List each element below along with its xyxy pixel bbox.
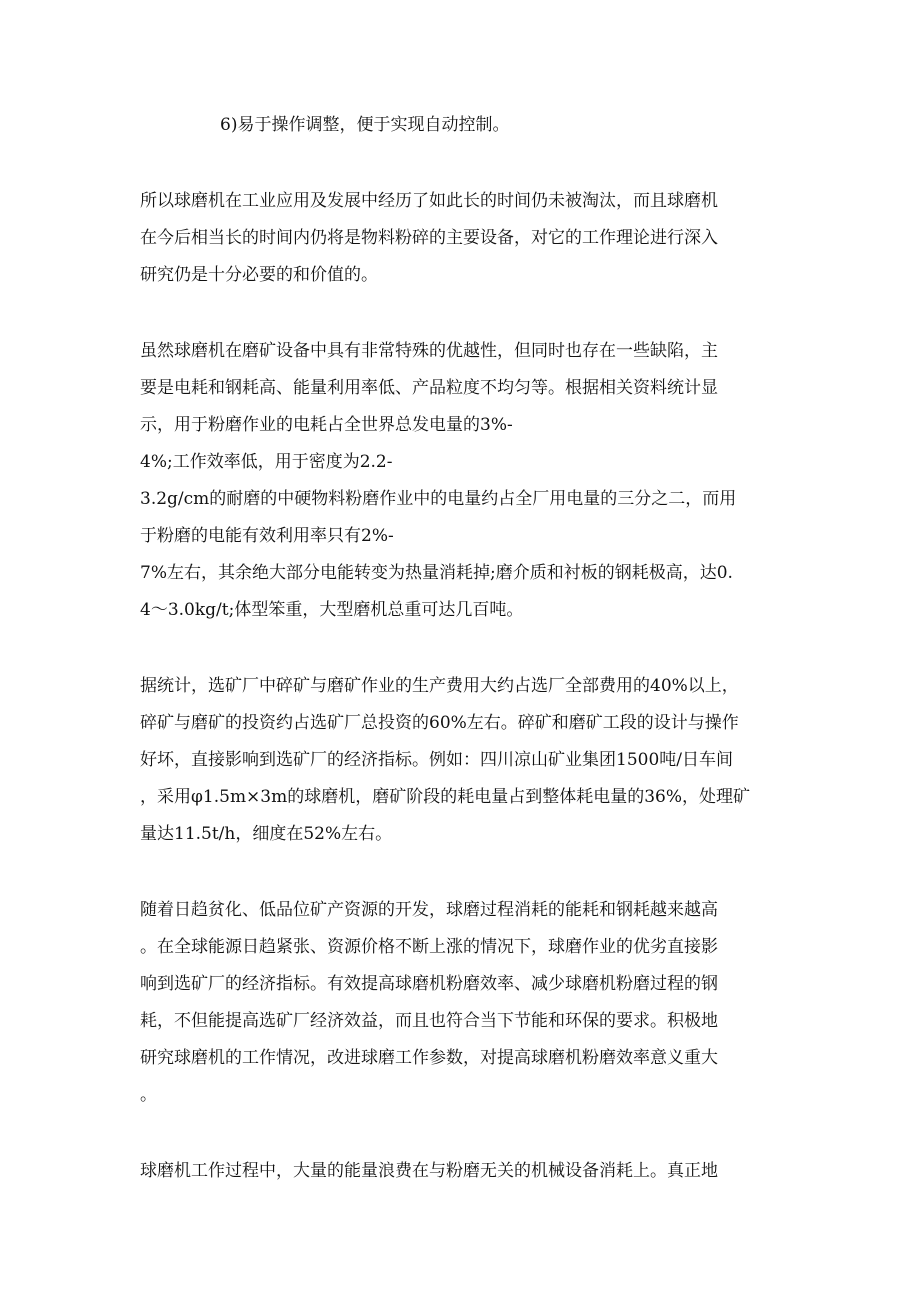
text-line: 7%左右，其余绝大部分电能转变为热量消耗掉;磨介质和衬板的钢耗极高，达0.: [140, 563, 733, 583]
text-line: 要是电耗和钢耗高、能量利用率低、产品粒度不均匀等。根据相关资料统计显: [140, 378, 718, 398]
text-line: 好坏，直接影响到选矿厂的经济指标。例如：四川凉山矿业集团1500吨/日车间: [140, 750, 733, 770]
text-line: 4～3.0kg/t;体型笨重，大型磨机总重可达几百吨。: [140, 600, 524, 620]
text-line: 4%;工作效率低，用于密度为2.2-: [140, 452, 393, 472]
text-line: 。: [140, 1085, 157, 1105]
text-line: 3.2g/cm的耐磨的中硬物料粉磨作业中的电量约占全厂用电量的三分之二，而用: [140, 489, 737, 509]
text-line: 据统计，选矿厂中碎矿与磨矿作业的生产费用大约占选厂全部费用的40%以上，: [140, 676, 739, 696]
text-line: 示，用于粉磨作业的电耗占全世界总发电量的3%-: [140, 415, 513, 435]
list-item-6: 6)易于操作调整，便于实现自动控制。: [220, 115, 510, 135]
text-line: ，采用φ1.5m×3m的球磨机，磨矿阶段的耗电量占到整体耗电量的36%，处理矿: [140, 787, 751, 807]
text-line: 于粉磨的电能有效利用率只有2%-: [140, 526, 394, 546]
text-line: 碎矿与磨矿的投资约占选矿厂总投资的60%左右。碎矿和磨矿工段的设计与操作: [140, 713, 739, 733]
text-line: 量达11.5t/h，细度在52%左右。: [140, 824, 393, 844]
text-line: 球磨机工作过程中，大量的能量浪费在与粉磨无关的机械设备消耗上。真正地: [140, 1161, 718, 1181]
text-line: 虽然球磨机在磨矿设备中具有非常特殊的优越性，但同时也存在一些缺陷，主: [140, 341, 718, 361]
text-line: 随着日趋贫化、低品位矿产资源的开发，球磨过程消耗的能耗和钢耗越来越高: [140, 900, 718, 920]
text-line: 耗，不但能提高选矿厂经济效益，而且也符合当下节能和环保的要求。积极地: [140, 1011, 718, 1031]
text-line: 。在全球能源日趋紧张、资源价格不断上涨的情况下，球磨作业的优劣直接影: [140, 937, 718, 957]
text-line: 在今后相当长的时间内仍将是物料粉碎的主要设备，对它的工作理论进行深入: [140, 228, 718, 248]
text-line: 所以球磨机在工业应用及发展中经历了如此长的时间仍未被淘汰，而且球磨机: [140, 191, 718, 211]
text-line: 研究仍是十分必要的和价值的。: [140, 265, 378, 285]
text-line: 响到选矿厂的经济指标。有效提高球磨机粉磨效率、减少球磨机粉磨过程的钢: [140, 974, 718, 994]
text-line: 研究球磨机的工作情况，改进球磨工作参数，对提高球磨机粉磨效率意义重大: [140, 1048, 718, 1068]
